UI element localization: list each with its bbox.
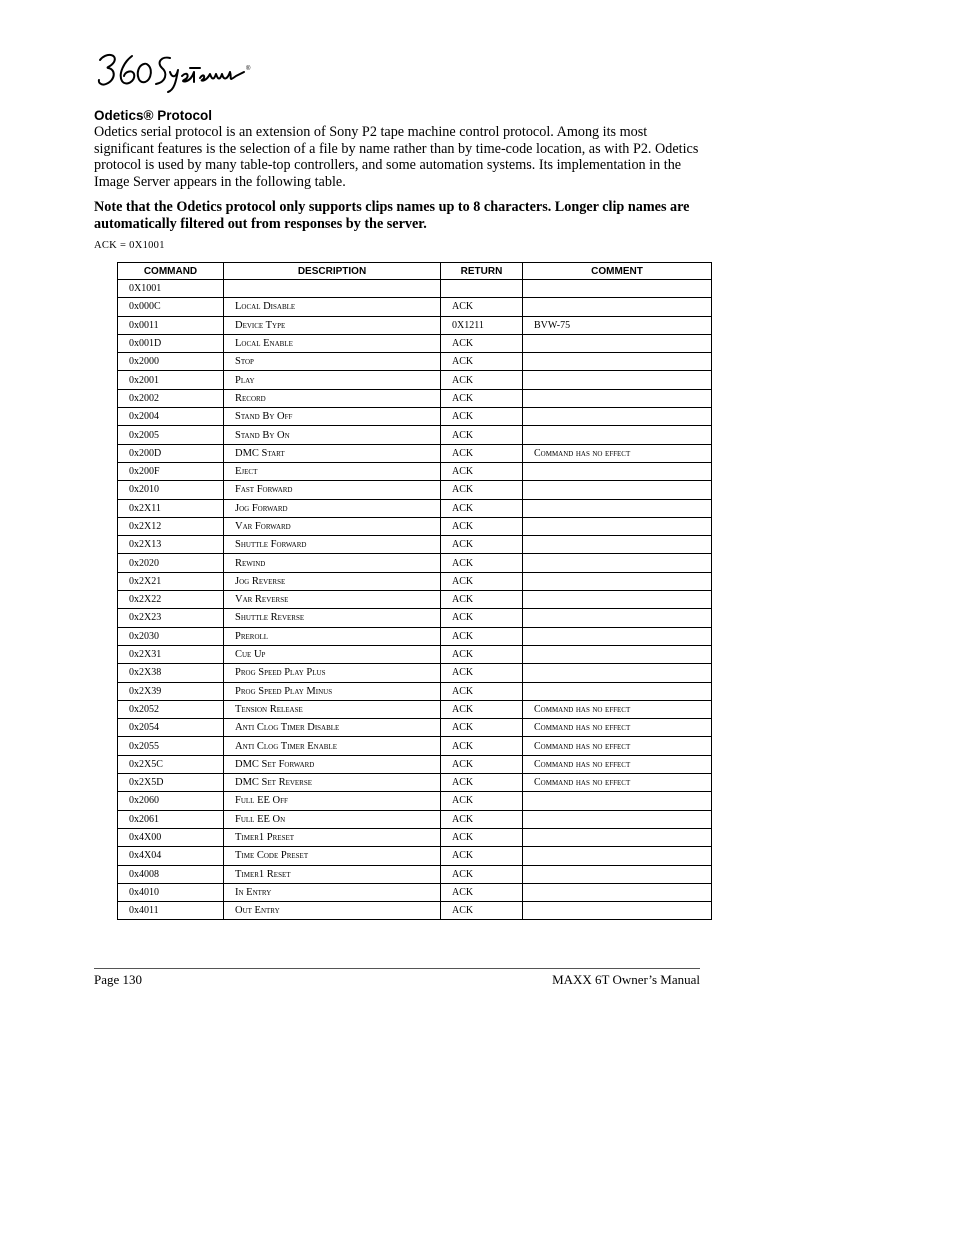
- comment-cell: [523, 536, 712, 554]
- description-cell: Jog Forward: [224, 499, 441, 517]
- return-cell: ACK: [441, 371, 523, 389]
- return-cell: ACK: [441, 517, 523, 535]
- return-cell: ACK: [441, 426, 523, 444]
- table-body: [118, 280, 712, 920]
- comment-cell: Command has no effect: [523, 737, 712, 755]
- comment-cell: [523, 645, 712, 663]
- logo-script-icon: [96, 48, 256, 96]
- return-cell: ACK: [441, 627, 523, 645]
- table-row: [118, 828, 712, 846]
- description-cell: Prog Speed Play Plus: [224, 664, 441, 682]
- comment-cell: [523, 389, 712, 407]
- table-row: [118, 481, 712, 499]
- return-cell: ACK: [441, 719, 523, 737]
- command-cell: 0x2X38: [118, 664, 224, 682]
- command-cell: 0x2001: [118, 371, 224, 389]
- page-number: Page 130: [94, 972, 143, 987]
- comment-cell: [523, 481, 712, 499]
- description-cell: Stand By On: [224, 426, 441, 444]
- comment-cell: [523, 280, 712, 298]
- description-cell: Time Code Preset: [224, 847, 441, 865]
- comment-cell: Command has no effect: [523, 719, 712, 737]
- table-row: [118, 664, 712, 682]
- comment-cell: [523, 517, 712, 535]
- table-row: [118, 645, 712, 663]
- return-cell: ACK: [441, 334, 523, 352]
- command-cell: 0x001D: [118, 334, 224, 352]
- description-cell: Full EE On: [224, 810, 441, 828]
- table-row: [118, 316, 712, 334]
- comment-cell: [523, 353, 712, 371]
- table-row: [118, 499, 712, 517]
- return-cell: ACK: [441, 554, 523, 572]
- intro-paragraph: Odetics serial protocol is an extension of Sony P2 tape machine control protocol. Among its most significant features is the selection of a file by name rather than by time-code location, as with P2. Odetics protocol is used by many table-top controllers, and some automation systems. Its implementation in the Image Server appears in the following table.: [94, 124, 699, 190]
- header-command: COMMAND: [118, 263, 224, 280]
- table-row: [118, 554, 712, 572]
- command-cell: 0x2052: [118, 700, 224, 718]
- command-cell: 0x2061: [118, 810, 224, 828]
- command-cell: 0x2004: [118, 408, 224, 426]
- description-cell: DMC Set Reverse: [224, 774, 441, 792]
- command-cell: 0x2000: [118, 353, 224, 371]
- table-row: [118, 334, 712, 352]
- command-cell: 0x2X13: [118, 536, 224, 554]
- description-cell: Tension Release: [224, 700, 441, 718]
- return-cell: ACK: [441, 298, 523, 316]
- description-cell: Out Entry: [224, 902, 441, 920]
- command-cell: 0x4011: [118, 902, 224, 920]
- table-row: [118, 755, 712, 773]
- description-cell: DMC Set Forward: [224, 755, 441, 773]
- table-row: [118, 371, 712, 389]
- command-cell: 0x4008: [118, 865, 224, 883]
- command-cell: 0x200D: [118, 444, 224, 462]
- return-cell: ACK: [441, 353, 523, 371]
- return-cell: ACK: [441, 828, 523, 846]
- comment-cell: Command has no effect: [523, 755, 712, 773]
- footer-rule: [94, 968, 700, 969]
- description-cell: Var Reverse: [224, 591, 441, 609]
- return-cell: ACK: [441, 682, 523, 700]
- return-cell: ACK: [441, 792, 523, 810]
- section-title: Odetics® Protocol: [94, 108, 212, 123]
- table-row: [118, 298, 712, 316]
- comment-cell: [523, 792, 712, 810]
- table-row: [118, 883, 712, 901]
- return-cell: ACK: [441, 902, 523, 920]
- comment-cell: [523, 426, 712, 444]
- command-cell: 0x2X5C: [118, 755, 224, 773]
- description-cell: Cue Up: [224, 645, 441, 663]
- description-cell: Rewind: [224, 554, 441, 572]
- table-row: [118, 536, 712, 554]
- comment-cell: [523, 883, 712, 901]
- comment-cell: [523, 462, 712, 480]
- return-cell: ACK: [441, 645, 523, 663]
- description-cell: Var Forward: [224, 517, 441, 535]
- table-row: [118, 627, 712, 645]
- return-cell: ACK: [441, 700, 523, 718]
- description-cell: Local Disable: [224, 298, 441, 316]
- table-row: [118, 462, 712, 480]
- table-header-row: [118, 263, 712, 280]
- comment-cell: BVW-75: [523, 316, 712, 334]
- return-cell: ACK: [441, 408, 523, 426]
- return-cell: ACK: [441, 865, 523, 883]
- description-cell: Play: [224, 371, 441, 389]
- return-cell: ACK: [441, 847, 523, 865]
- return-cell: ACK: [441, 774, 523, 792]
- command-cell: 0x2030: [118, 627, 224, 645]
- command-cell: 0x4X04: [118, 847, 224, 865]
- ack-definition: ACK = 0X1001: [94, 240, 165, 251]
- table-row: [118, 737, 712, 755]
- table-row: [118, 719, 712, 737]
- description-cell: Prog Speed Play Minus: [224, 682, 441, 700]
- command-cell: 0x2X12: [118, 517, 224, 535]
- return-cell: ACK: [441, 536, 523, 554]
- comment-cell: [523, 902, 712, 920]
- command-cell: 0x2X39: [118, 682, 224, 700]
- comment-cell: [523, 664, 712, 682]
- return-cell: ACK: [441, 664, 523, 682]
- comment-cell: [523, 298, 712, 316]
- command-cell: 0x2054: [118, 719, 224, 737]
- comment-cell: [523, 609, 712, 627]
- command-cell: 0x2005: [118, 426, 224, 444]
- return-cell: ACK: [441, 591, 523, 609]
- return-cell: ACK: [441, 481, 523, 499]
- comment-cell: [523, 334, 712, 352]
- description-cell: Shuttle Reverse: [224, 609, 441, 627]
- comment-cell: [523, 847, 712, 865]
- return-cell: 0X1211: [441, 316, 523, 334]
- description-cell: In Entry: [224, 883, 441, 901]
- table-row: [118, 353, 712, 371]
- comment-cell: Command has no effect: [523, 444, 712, 462]
- command-cell: 0x2X21: [118, 572, 224, 590]
- command-cell: 0x2002: [118, 389, 224, 407]
- command-cell: 0X1001: [118, 280, 224, 298]
- description-cell: Anti Clog Timer Disable: [224, 719, 441, 737]
- return-cell: ACK: [441, 499, 523, 517]
- table-row: [118, 865, 712, 883]
- return-cell: ACK: [441, 444, 523, 462]
- comment-cell: [523, 408, 712, 426]
- return-cell: [441, 280, 523, 298]
- header-comment: COMMENT: [523, 263, 712, 280]
- command-cell: 0x2X5D: [118, 774, 224, 792]
- return-cell: ACK: [441, 609, 523, 627]
- comment-cell: [523, 865, 712, 883]
- company-logo: [96, 48, 256, 96]
- description-cell: DMC Start: [224, 444, 441, 462]
- table-row: [118, 810, 712, 828]
- command-cell: 0x2X22: [118, 591, 224, 609]
- comment-cell: [523, 810, 712, 828]
- command-cell: 0x4010: [118, 883, 224, 901]
- table-row: [118, 517, 712, 535]
- manual-title: MAXX 6T Owner’s Manual: [552, 972, 700, 987]
- table-row: [118, 609, 712, 627]
- return-cell: ACK: [441, 883, 523, 901]
- command-cell: 0x0011: [118, 316, 224, 334]
- table-row: [118, 444, 712, 462]
- description-cell: Device Type: [224, 316, 441, 334]
- comment-cell: [523, 572, 712, 590]
- description-cell: Timer1 Preset: [224, 828, 441, 846]
- command-cell: 0x2055: [118, 737, 224, 755]
- command-cell: 0x2020: [118, 554, 224, 572]
- comment-cell: [523, 828, 712, 846]
- table-row: [118, 572, 712, 590]
- description-cell: Stand By Off: [224, 408, 441, 426]
- return-cell: ACK: [441, 810, 523, 828]
- table-row: [118, 591, 712, 609]
- description-cell: Full EE Off: [224, 792, 441, 810]
- description-cell: Preroll: [224, 627, 441, 645]
- description-cell: Eject: [224, 462, 441, 480]
- table-row: [118, 682, 712, 700]
- comment-cell: [523, 554, 712, 572]
- description-cell: Fast Forward: [224, 481, 441, 499]
- return-cell: ACK: [441, 572, 523, 590]
- command-cell: 0x2X31: [118, 645, 224, 663]
- comment-cell: [523, 627, 712, 645]
- comment-cell: [523, 499, 712, 517]
- return-cell: ACK: [441, 737, 523, 755]
- command-table: [117, 262, 712, 920]
- return-cell: ACK: [441, 755, 523, 773]
- description-cell: Shuttle Forward: [224, 536, 441, 554]
- return-cell: ACK: [441, 389, 523, 407]
- comment-cell: [523, 682, 712, 700]
- description-cell: Stop: [224, 353, 441, 371]
- return-cell: ACK: [441, 462, 523, 480]
- header-return: RETURN: [441, 263, 523, 280]
- table-row: [118, 426, 712, 444]
- comment-cell: Command has no effect: [523, 700, 712, 718]
- table-row: [118, 280, 712, 298]
- note-paragraph: Note that the Odetics protocol only supports clips names up to 8 characters. Longer clip names are automatically filtered out from responses by the server.: [94, 199, 690, 232]
- command-cell: 0x000C: [118, 298, 224, 316]
- description-cell: Record: [224, 389, 441, 407]
- table-row: [118, 847, 712, 865]
- command-cell: 0x200F: [118, 462, 224, 480]
- command-cell: 0x2X23: [118, 609, 224, 627]
- svg-text:®: ®: [246, 66, 251, 72]
- table-row: [118, 774, 712, 792]
- command-cell: 0x2010: [118, 481, 224, 499]
- table-row: [118, 389, 712, 407]
- table-row: [118, 700, 712, 718]
- comment-cell: [523, 591, 712, 609]
- command-cell: 0x2060: [118, 792, 224, 810]
- description-cell: Local Enable: [224, 334, 441, 352]
- command-cell: 0x2X11: [118, 499, 224, 517]
- description-cell: Jog Reverse: [224, 572, 441, 590]
- comment-cell: [523, 371, 712, 389]
- table-row: [118, 902, 712, 920]
- description-cell: Timer1 Reset: [224, 865, 441, 883]
- header-description: DESCRIPTION: [224, 263, 441, 280]
- table-row: [118, 408, 712, 426]
- table-row: [118, 792, 712, 810]
- description-cell: Anti Clog Timer Enable: [224, 737, 441, 755]
- comment-cell: Command has no effect: [523, 774, 712, 792]
- command-cell: 0x4X00: [118, 828, 224, 846]
- description-cell: [224, 280, 441, 298]
